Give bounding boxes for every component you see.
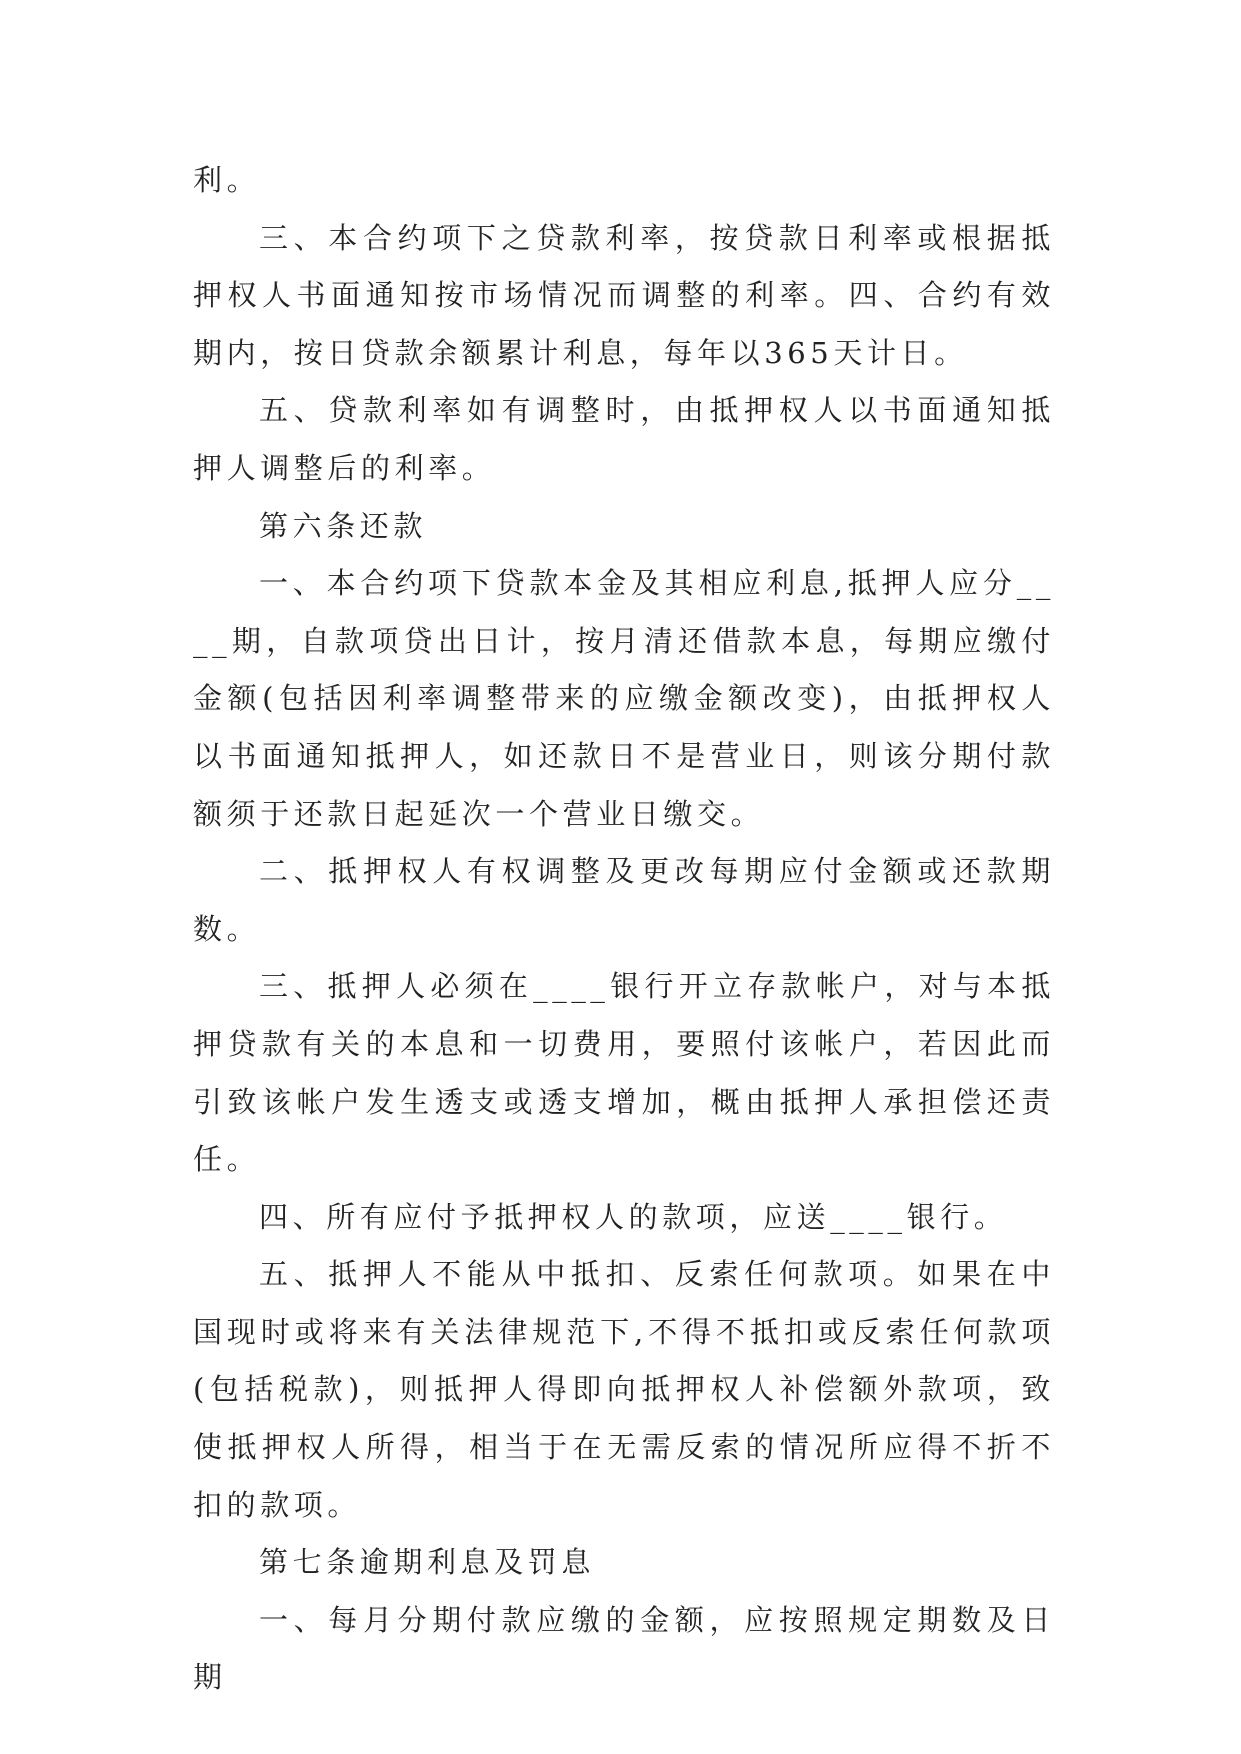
paragraph-rate-adjustment: 五、贷款利率如有调整时，由抵押权人以书面通知抵押人调整后的利率。: [193, 393, 1055, 485]
paragraph-interest-rate-clause: 三、本合约项下之贷款利率，按贷款日利率或根据抵押权人书面通知按市场情况而调整的利率。四、合约有效期内，按日贷款余额累计利息，每年以365天计日。: [193, 220, 1055, 370]
article-7-heading: 第七条逾期利息及罚息: [259, 1545, 596, 1580]
paragraph-repayment-adjustment: 二、抵押权人有权调整及更改每期应付金额或还款期数。: [193, 854, 1055, 946]
paragraph-continuation: 利。: [193, 163, 261, 197]
document-page: [193, 152, 1055, 1707]
paragraph-payment-bank: 四、所有应付予抵押权人的款项，应送____银行。: [259, 1199, 1008, 1234]
paragraph-overdue-installments: 一、每月分期付款应缴的金额，应按照规定期数及日期: [193, 1602, 1055, 1695]
paragraph-no-offset: 五、抵押人不能从中抵扣、反索任何款项。如果在中国现时或将来有关法律规范下,不得不抵扣或反索任何款项(包括税款)，则抵押人得即向抵押权人补偿额外款项，致使抵押权人所得，相当于在无需反索的情况所应得不折不扣的款项。: [193, 1257, 1055, 1522]
paragraph-repayment-schedule: 一、本合约项下贷款本金及其相应利息,抵押人应分____期，自款项贷出日计，按月清还借款本息，每期应缴付金额(包括因利率调整带来的应缴金额改变)，由抵押权人以书面通知抵押人，如还款日不是营业日，则该分期付款额须于还款日起延次一个营业日缴交。: [193, 566, 1055, 831]
article-6-heading: 第六条还款: [259, 508, 428, 543]
paragraph-deposit-account: 三、抵押人必须在____银行开立存款帐户，对与本抵押贷款有关的本息和一切费用，要照付该帐户，若因此而引致该帐户发生透支或透支增加，概由抵押人承担偿还责任。: [193, 969, 1055, 1177]
